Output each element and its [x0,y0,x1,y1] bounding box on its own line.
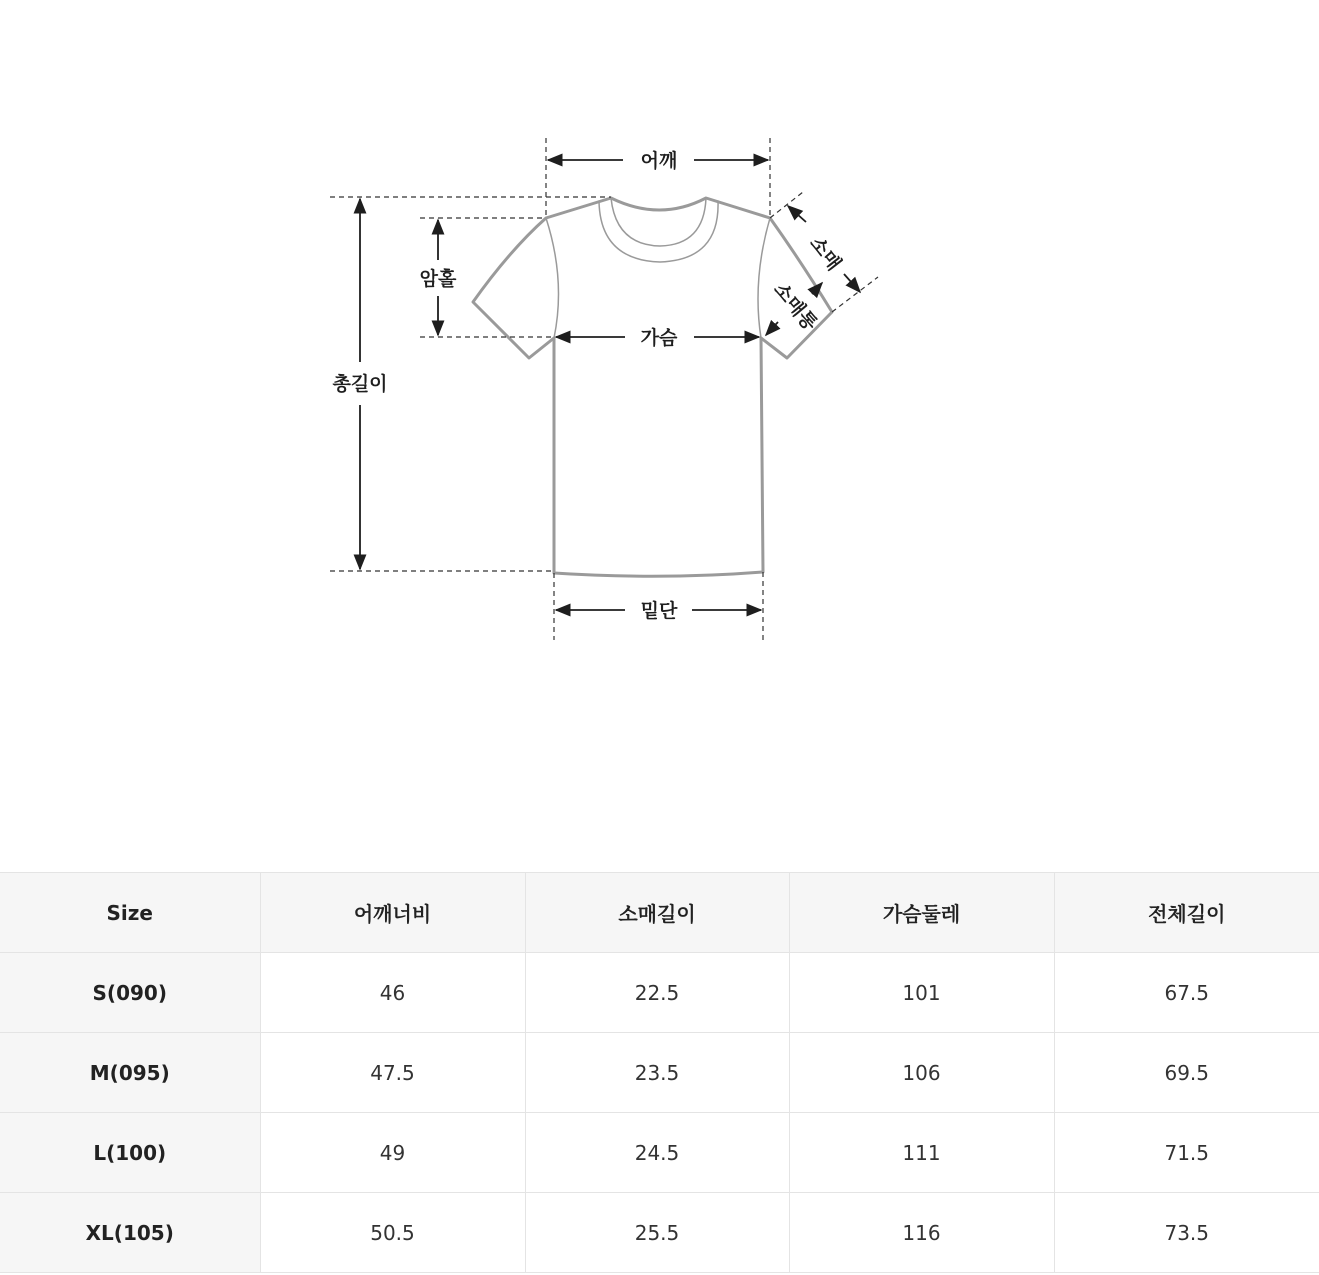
table-row [0,1193,1319,1273]
total-length-value: 69.5 [1054,1033,1319,1113]
size-label: S(090) [0,953,260,1033]
tshirt-armhole-seam-right [758,218,770,338]
total-length-value: 73.5 [1054,1193,1319,1273]
size-label: M(095) [0,1033,260,1113]
table-row [0,953,1319,1033]
label-armhole: 암홀 [419,268,457,290]
size-label: L(100) [0,1113,260,1193]
sleeve-opening-arrow-bottom [766,322,778,335]
shoulder-width-value: 46 [260,953,525,1033]
shoulder-width-value: 47.5 [260,1033,525,1113]
label-chest: 가슴 [640,327,678,349]
sleeve-length-value: 25.5 [525,1193,789,1273]
size-chart-table [0,872,1319,1273]
measurement-arrows [360,160,860,610]
total-length-value: 71.5 [1054,1113,1319,1193]
size-chart-header [0,873,1319,953]
shoulder-width-value: 50.5 [260,1193,525,1273]
shoulder-width-value: 49 [260,1113,525,1193]
tshirt-outline [473,198,832,576]
tshirt-body-outline [473,198,832,576]
chest-circumference-value: 101 [789,953,1054,1033]
total-length-value: 67.5 [1054,953,1319,1033]
table-row [0,1113,1319,1193]
sleeve-length-value: 22.5 [525,953,789,1033]
chest-circumference-value: 106 [789,1033,1054,1113]
label-sleeve-opening: 소매통 [769,278,822,335]
sleeve-length-value: 24.5 [525,1113,789,1193]
sleeve-arrow-bottom [844,274,860,292]
label-shoulder: 어깨 [640,150,678,172]
guide-sleeve-bottom [832,277,878,312]
chest-circumference-value: 111 [789,1113,1054,1193]
tshirt-armhole-seam-left [546,218,559,338]
label-hem: 밑단 [640,600,678,622]
table-row [0,1033,1319,1113]
size-label: XL(105) [0,1193,260,1273]
chest-circumference-value: 116 [789,1193,1054,1273]
header-shoulder-width: 어깨너비 [260,873,525,953]
header-chest-circumference: 가슴둘레 [789,873,1054,953]
header-size: Size [0,873,260,953]
header-total-length: 전체길이 [1054,873,1319,953]
label-total-length: 총길이 [332,373,388,395]
header-sleeve-length: 소매길이 [525,873,789,953]
sleeve-length-value: 23.5 [525,1033,789,1113]
size-chart-body [0,953,1319,1273]
header-row [0,873,1319,953]
label-sleeve: 소매 [805,232,846,275]
sleeve-arrow-top [788,206,806,222]
